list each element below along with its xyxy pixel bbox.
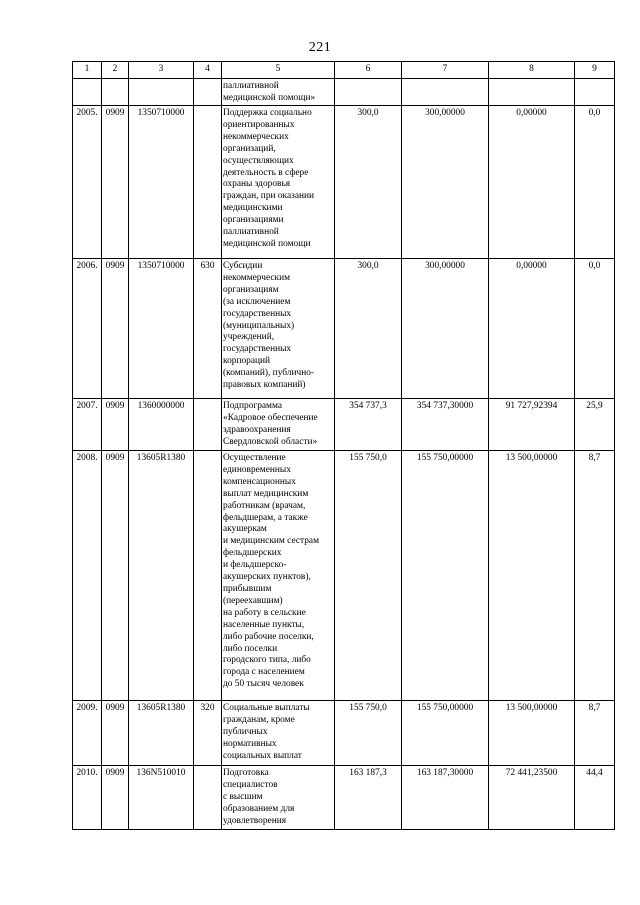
approved-amount: 300,00000 xyxy=(402,259,489,399)
expense-type: 320 xyxy=(194,701,222,766)
planned-amount: 155 750,0 xyxy=(335,701,402,766)
row-number xyxy=(73,79,102,106)
section-code xyxy=(102,79,129,106)
execution-percent xyxy=(575,79,615,106)
expense-type xyxy=(194,451,222,701)
column-header: 4 xyxy=(194,62,222,79)
item-description: Подготовка специалистов с высшим образованием для удовлетворения xyxy=(222,766,335,830)
table-row xyxy=(73,106,615,259)
section-code: 0909 xyxy=(102,399,129,451)
column-header: 3 xyxy=(129,62,194,79)
target-code: 136N510010 xyxy=(129,766,194,830)
executed-amount: 91 727,92394 xyxy=(489,399,575,451)
row-number: 2005. xyxy=(73,106,102,259)
planned-amount: 300,0 xyxy=(335,259,402,399)
executed-amount: 72 441,23500 xyxy=(489,766,575,830)
row-number: 2006. xyxy=(73,259,102,399)
planned-amount: 354 737,3 xyxy=(335,399,402,451)
table-row xyxy=(73,259,615,399)
execution-percent: 25,9 xyxy=(575,399,615,451)
column-header: 9 xyxy=(575,62,615,79)
item-description: Подпрограмма «Кадровое обеспечение здравоохранения Свердловской области» xyxy=(222,399,335,451)
target-code: 1350710000 xyxy=(129,259,194,399)
item-description: паллиативной медицинской помощи» xyxy=(222,79,335,106)
column-header: 7 xyxy=(402,62,489,79)
planned-amount: 163 187,3 xyxy=(335,766,402,830)
budget-table xyxy=(72,61,615,830)
row-number: 2009. xyxy=(73,701,102,766)
executed-amount xyxy=(489,79,575,106)
executed-amount: 0,00000 xyxy=(489,106,575,259)
planned-amount xyxy=(335,79,402,106)
table-row xyxy=(73,79,615,106)
row-number: 2007. xyxy=(73,399,102,451)
approved-amount: 155 750,00000 xyxy=(402,451,489,701)
table-row xyxy=(73,451,615,701)
target-code: 1360000000 xyxy=(129,399,194,451)
expense-type: 630 xyxy=(194,259,222,399)
item-description: Поддержка социально ориентированных некоммерческих организаций, осуществляющих деятельность в сфере охраны здоровья граждан, при оказании медицинскими организациями паллиативной медицинской помощи xyxy=(222,106,335,259)
execution-percent: 0,0 xyxy=(575,106,615,259)
executed-amount: 13 500,00000 xyxy=(489,451,575,701)
executed-amount: 0,00000 xyxy=(489,259,575,399)
execution-percent: 8,7 xyxy=(575,451,615,701)
column-header: 6 xyxy=(335,62,402,79)
target-code: 13605R1380 xyxy=(129,451,194,701)
expense-type xyxy=(194,79,222,106)
section-code: 0909 xyxy=(102,451,129,701)
item-description: Субсидии некоммерческим организациям (за исключением государственных (муниципальных) учреждений, государственных корпораций (компаний), публично- правовых компаний) xyxy=(222,259,335,399)
table-row xyxy=(73,766,615,830)
expense-type xyxy=(194,106,222,259)
approved-amount xyxy=(402,79,489,106)
approved-amount: 155 750,00000 xyxy=(402,701,489,766)
table-row xyxy=(73,701,615,766)
execution-percent: 8,7 xyxy=(575,701,615,766)
item-description: Социальные выплаты гражданам, кроме публичных нормативных социальных выплат xyxy=(222,701,335,766)
execution-percent: 0,0 xyxy=(575,259,615,399)
section-code: 0909 xyxy=(102,701,129,766)
row-number: 2008. xyxy=(73,451,102,701)
executed-amount: 13 500,00000 xyxy=(489,701,575,766)
planned-amount: 300,0 xyxy=(335,106,402,259)
column-number-row xyxy=(73,62,615,79)
planned-amount: 155 750,0 xyxy=(335,451,402,701)
execution-percent: 44,4 xyxy=(575,766,615,830)
row-number: 2010. xyxy=(73,766,102,830)
expense-type xyxy=(194,399,222,451)
section-code: 0909 xyxy=(102,766,129,830)
column-header: 8 xyxy=(489,62,575,79)
target-code xyxy=(129,79,194,106)
column-header: 1 xyxy=(73,62,102,79)
column-header: 2 xyxy=(102,62,129,79)
expense-type xyxy=(194,766,222,830)
table-row xyxy=(73,399,615,451)
page-number: 221 xyxy=(308,40,332,55)
approved-amount: 163 187,30000 xyxy=(402,766,489,830)
section-code: 0909 xyxy=(102,106,129,259)
approved-amount: 300,00000 xyxy=(402,106,489,259)
column-header: 5 xyxy=(222,62,335,79)
approved-amount: 354 737,30000 xyxy=(402,399,489,451)
item-description: Осуществление единовременных компенсационных выплат медицинским работникам (врачам, фельдшерам, а также акушеркам и медицинским сестрам фельдшерских и фельдшерско- акушерских пунктов), прибывшим (переехавшим) на работу в сельские населенные пункты, либо рабочие поселки, либо поселки городского типа, либо города с населением до 50 тысяч человек xyxy=(222,451,335,701)
target-code: 1350710000 xyxy=(129,106,194,259)
section-code: 0909 xyxy=(102,259,129,399)
target-code: 13605R1380 xyxy=(129,701,194,766)
